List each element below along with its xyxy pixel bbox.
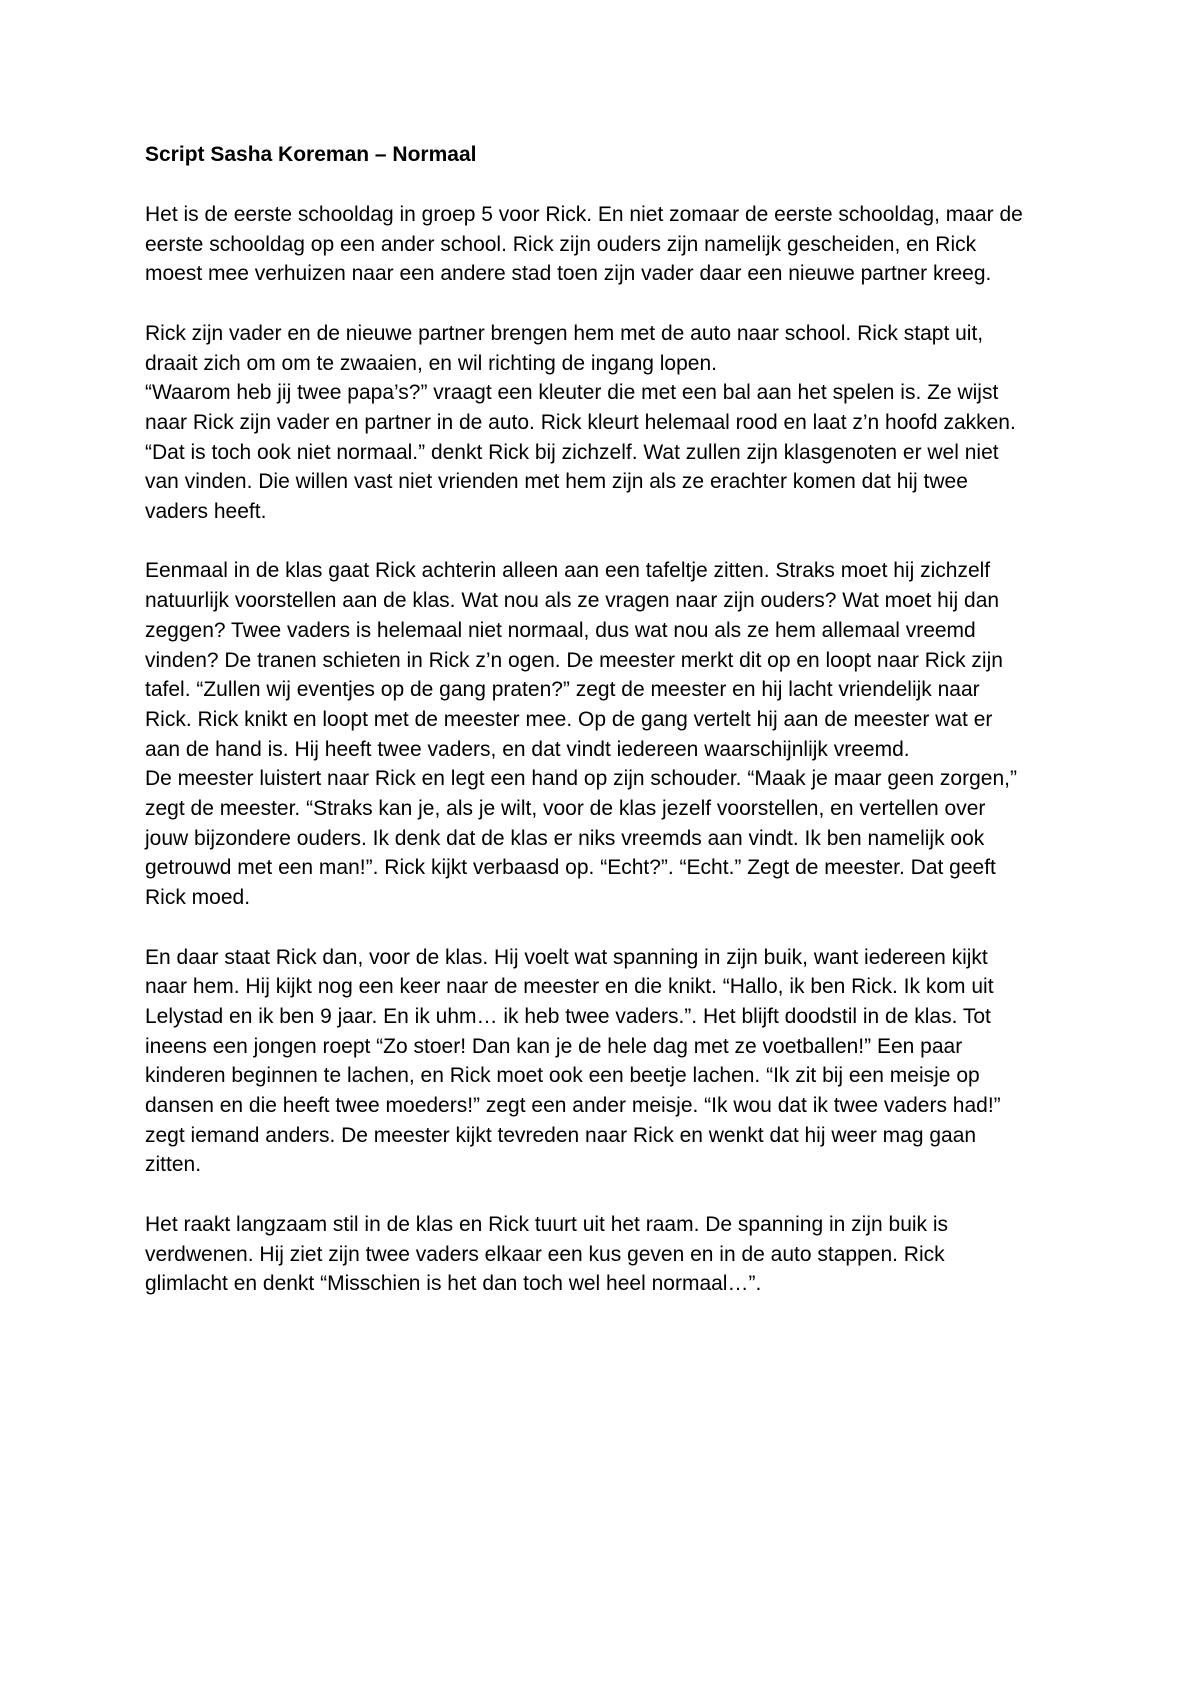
paragraph-line: naar hem. Hij kijkt nog een keer naar de meester en die knikt. “Hallo, ik ben Rick. Ik kom uit <box>145 975 994 999</box>
paragraph-line: Rick. Rick knikt en loopt met de meester mee. Op de gang vertelt hij aan de meester wat er <box>145 707 993 731</box>
paragraph-4 <box>145 943 1065 1181</box>
paragraph-line: ineens een jongen roept “Zo stoer! Dan kan je de hele dag met ze voetballen!” Een paar <box>145 1034 963 1058</box>
paragraph-line: zeggen? Twee vaders is helemaal niet normaal, dus wat nou als ze hem allemaal vreemd <box>145 618 976 642</box>
paragraph-line: naar Rick zijn vader en partner in de auto. Rick kleurt helemaal rood en laat z’n hoofd zakken. <box>145 410 1016 434</box>
document-title: Script Sasha Koreman – Normaal <box>145 143 477 166</box>
paragraph-line: zegt iemand anders. De meester kijkt tevreden naar Rick en wenkt dat hij weer mag gaan <box>145 1123 977 1147</box>
paragraph-2 <box>145 319 1065 527</box>
paragraph-line: tafel. “Zullen wij eventjes op de gang praten?” zegt de meester en hij lacht vriendelijk naar <box>145 678 980 702</box>
paragraph-line: dansen en die heeft twee moeders!” zegt een ander meisje. “Ik wou dat ik twee vaders had!” <box>145 1094 1001 1118</box>
paragraph-line: eerste schooldag op een ander school. Rick zijn ouders zijn namelijk gescheiden, en Rick <box>145 232 977 256</box>
paragraph-line: kinderen beginnen te lachen, en Rick moet ook een beetje lachen. “Ik zit bij een meisje op <box>145 1064 980 1088</box>
paragraph-line: zegt de meester. “Straks kan je, als je wilt, voor de klas jezelf voorstellen, en vertellen over <box>145 797 986 821</box>
paragraph-line: moest mee verhuizen naar een andere stad toen zijn vader daar een nieuwe partner kreeg. <box>145 262 992 286</box>
paragraph-line: jouw bijzondere ouders. Ik denk dat de klas er niks vreemds aan vindt. Ik ben namelijk ook <box>145 826 985 850</box>
paragraph-line: vaders heeft. <box>145 500 267 524</box>
paragraph-line: vinden? De tranen schieten in Rick z’n ogen. De meester merkt dit op en loopt naar Rick zijn <box>145 648 1003 672</box>
document-body <box>145 140 1065 1329</box>
paragraph-line: getrouwd met een man!”. Rick kijkt verbaasd op. “Echt?”. “Echt.” Zegt de meester. Dat geeft <box>145 856 996 880</box>
paragraph-line: Eenmaal in de klas gaat Rick achterin alleen aan een tafeltje zitten. Straks moet hij zichzelf <box>145 559 991 583</box>
paragraph-line: glimlacht en denkt “Misschien is het dan toch wel heel normaal…”. <box>145 1272 762 1296</box>
paragraph-line: zitten. <box>145 1153 202 1177</box>
paragraph-line: natuurlijk voorstellen aan de klas. Wat nou als ze vragen naar zijn ouders? Wat moet hij dan <box>145 589 1000 613</box>
paragraph-line: Rick moed. <box>145 886 251 910</box>
paragraph-line: “Dat is toch ook niet normaal.” denkt Rick bij zichzelf. Wat zullen zijn klasgenoten er wel niet <box>145 440 999 464</box>
paragraph-line: verdwenen. Hij ziet zijn twee vaders elkaar een kus geven en in de auto stappen. Rick <box>145 1242 945 1266</box>
paragraph-line: Lelystad en ik ben 9 jaar. En ik uhm… ik heb twee vaders.”. Het blijft doodstil in de klas. Tot <box>145 1004 991 1028</box>
paragraph-5 <box>145 1210 1065 1299</box>
paragraph-line: aan de hand is. Hij heeft twee vaders, en dat vindt iedereen waarschijnlijk vreemd. <box>145 737 910 761</box>
paragraph-line: “Waarom heb jij twee papa’s?” vraagt een kleuter die met een bal aan het spelen is. Ze wijst <box>145 381 999 405</box>
paragraph-3 <box>145 556 1065 912</box>
paragraph-line: draait zich om om te zwaaien, en wil richting de ingang lopen. <box>145 351 717 375</box>
paragraph-line: Rick zijn vader en de nieuwe partner brengen hem met de auto naar school. Rick stapt uit, <box>145 321 984 345</box>
paragraph-line: van vinden. Die willen vast niet vrienden met hem zijn als ze erachter komen dat hij twee <box>145 470 968 494</box>
paragraph-line: Het is de eerste schooldag in groep 5 voor Rick. En niet zomaar de eerste schooldag, maar de <box>145 203 1023 226</box>
paragraph-line: Het raakt langzaam stil in de klas en Rick tuurt uit het raam. De spanning in zijn buik is <box>145 1212 949 1236</box>
paragraph-line: De meester luistert naar Rick en legt een hand op zijn schouder. “Maak je maar geen zorgen,” <box>145 767 1017 791</box>
paragraph-line: En daar staat Rick dan, voor de klas. Hij voelt wat spanning in zijn buik, want iedereen kijkt <box>145 945 988 969</box>
paragraph-1 <box>145 200 1065 289</box>
